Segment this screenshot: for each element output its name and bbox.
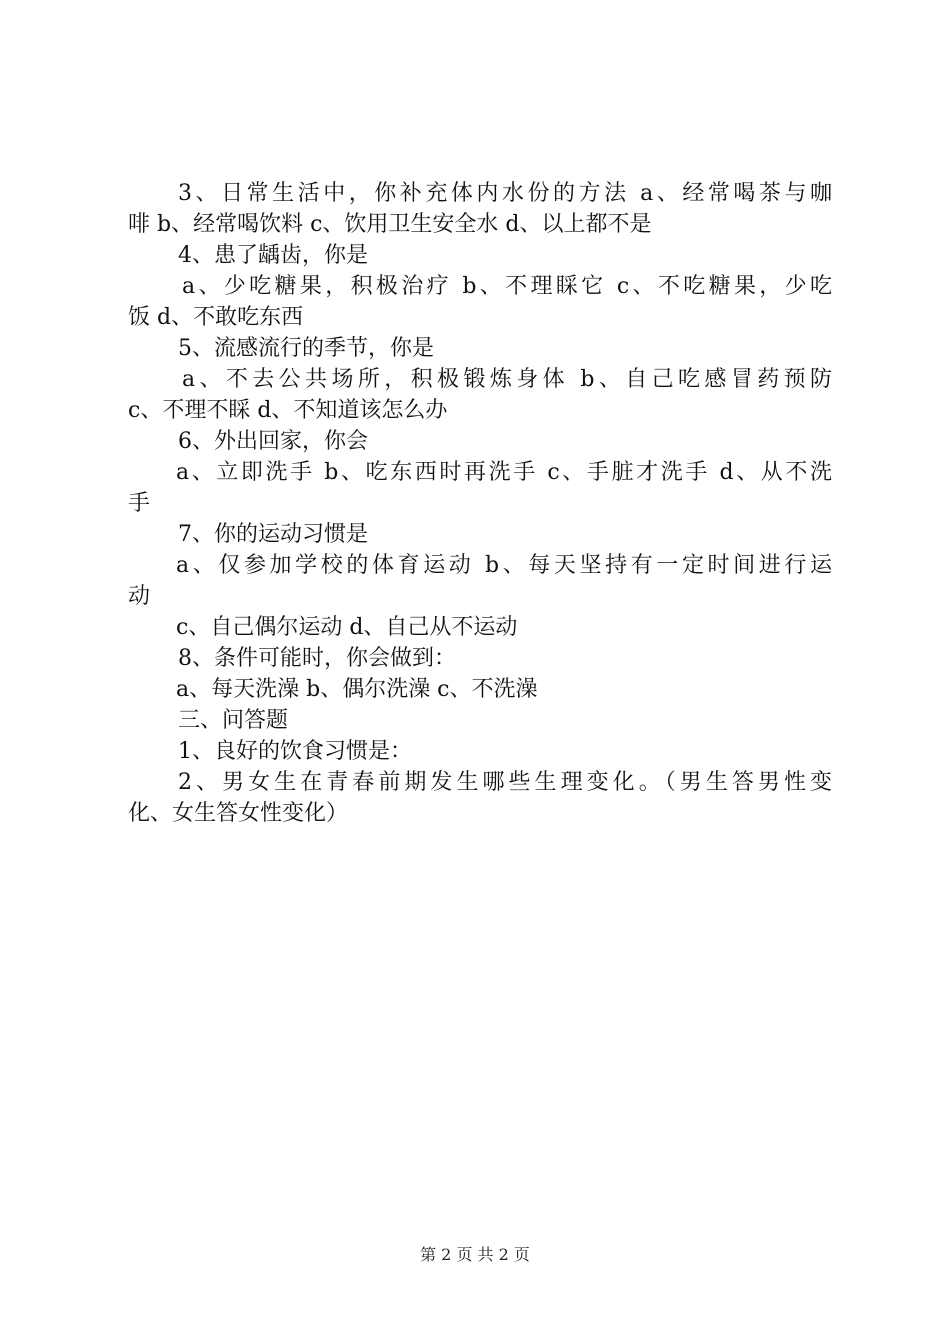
question-7: 7、你的运动习惯是 <box>178 522 368 547</box>
question-4: 4、患了龋齿，你是 <box>178 243 368 268</box>
question-8: 8、条件可能时，你会做到： <box>178 646 456 671</box>
question-5: 5、流感流行的季节，你是 <box>178 336 434 361</box>
question-4-options-line-1: a、少吃糖果，积极治疗 b、不理睬它 c、不吃糖果，少吃 <box>182 274 832 299</box>
essay-question-1: 1、良好的饮食习惯是： <box>178 739 412 764</box>
question-5-options-line-2: c、不理不睬 d、不知道该怎么办 <box>128 398 448 423</box>
essay-question-2-line-1: 2、男女生在青春前期发生哪些生理变化。（男生答男性变 <box>178 770 832 795</box>
section-heading: 三、问答题 <box>178 708 289 733</box>
question-7-options-line-2: 动 <box>128 584 151 609</box>
document-body <box>128 178 832 829</box>
question-7-options-line-3: c、自己偶尔运动 d、自己从不运动 <box>176 615 518 640</box>
question-3-line-1: 3、日常生活中，你补充体内水份的方法 a、经常喝茶与咖 <box>178 181 832 206</box>
question-6: 6、外出回家，你会 <box>178 429 368 454</box>
question-6-options-line-1: a、立即洗手 b、吃东西时再洗手 c、手脏才洗手 d、从不洗 <box>176 460 832 485</box>
question-8-options: a、每天洗澡 b、偶尔洗澡 c、不洗澡 <box>176 677 538 702</box>
essay-question-2-line-2: 化、女生答女性变化） <box>128 801 349 826</box>
question-6-options-line-2: 手 <box>128 491 151 516</box>
question-5-options-line-1: a、不去公共场所，积极锻炼身体 b、自己吃感冒药预防 <box>182 367 832 392</box>
question-4-options-line-2: 饭 d、不敢吃东西 <box>128 305 304 330</box>
question-3-line-2: 啡 b、经常喝饮料 c、饮用卫生安全水 d、以上都不是 <box>128 212 652 237</box>
question-7-options-line-1: a、仅参加学校的体育运动 b、每天坚持有一定时间进行运 <box>176 553 832 578</box>
page-number-footer: 第 2 页 共 2 页 <box>420 1245 530 1264</box>
